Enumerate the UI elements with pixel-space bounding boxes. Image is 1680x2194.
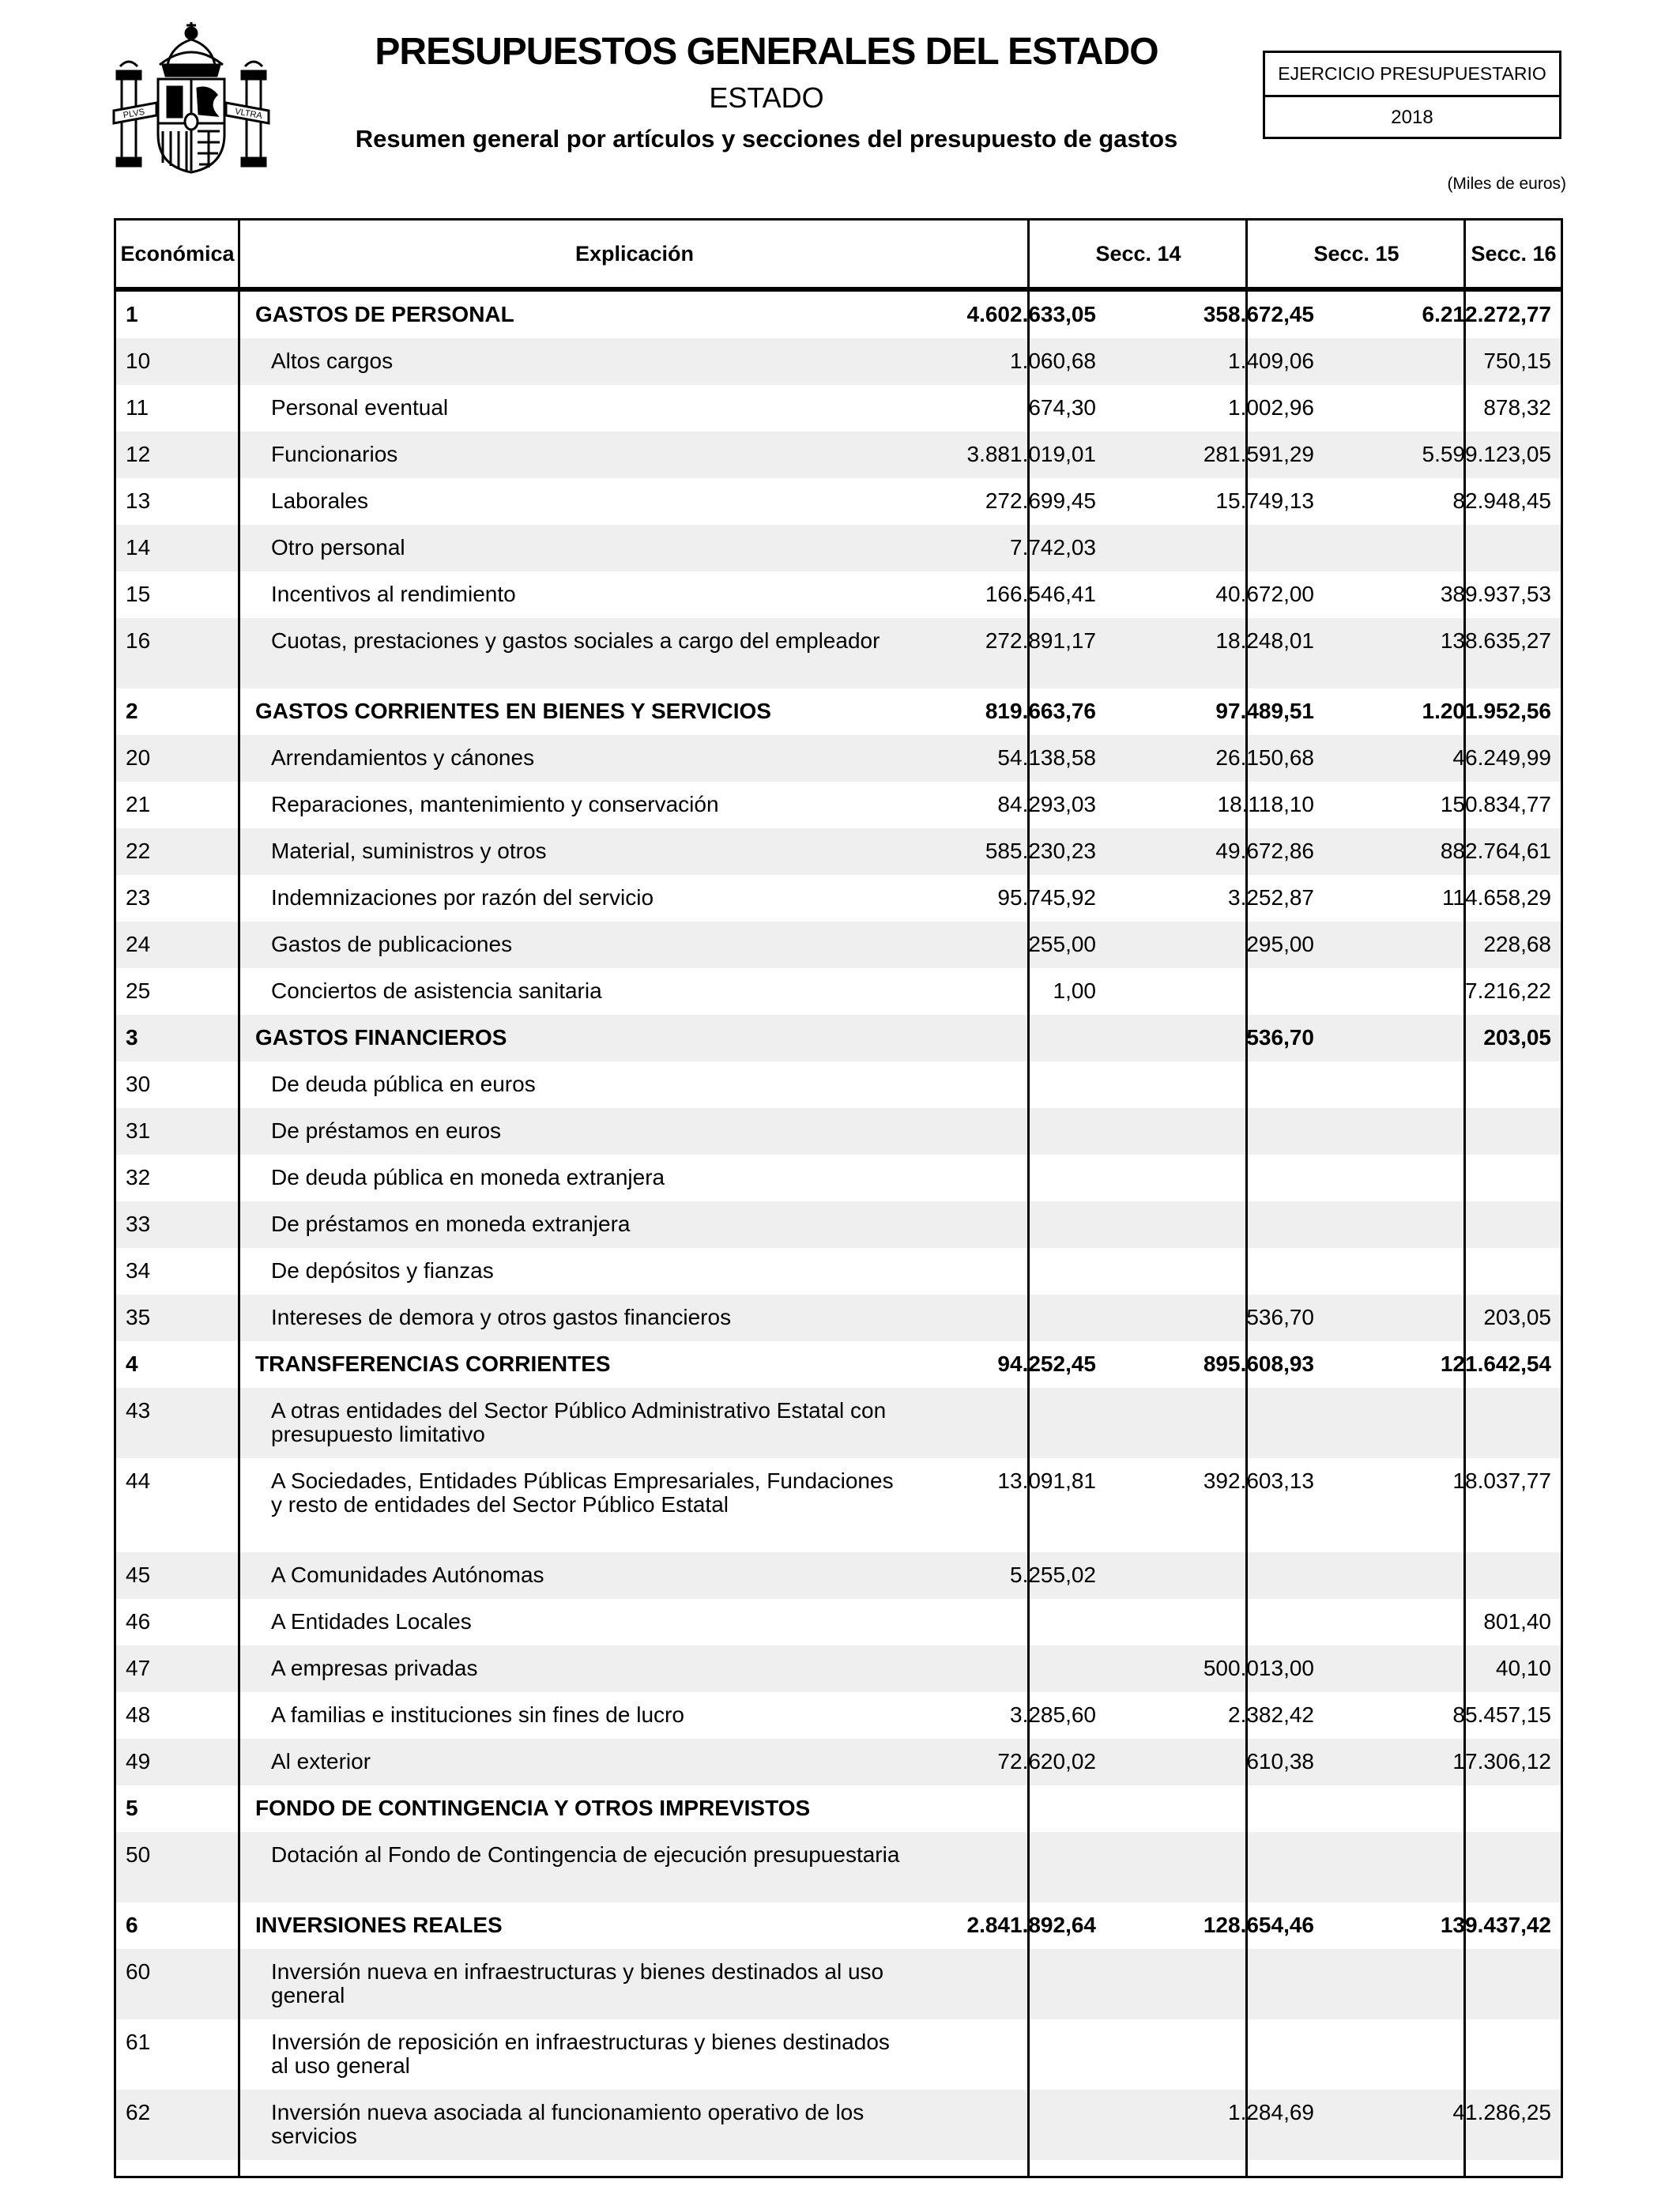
row-secc-16: 7.216,22 (1465, 978, 1551, 1003)
row-code: 61 (126, 2030, 151, 2054)
row-code: 48 (126, 1702, 151, 1727)
row-code: 44 (126, 1468, 151, 1493)
row-explicacion: Intereses de demora y otros gastos financieros (271, 1305, 732, 1329)
row-code: 12 (126, 442, 151, 466)
row-code: 14 (126, 535, 151, 560)
row-secc-14: 84.293,03 (997, 792, 1096, 816)
ejercicio-year: 2018 (1391, 107, 1433, 128)
units-note: (Miles de euros) (1447, 175, 1566, 193)
row-secc-16: 801,40 (1483, 1609, 1551, 1634)
table-row (116, 571, 1561, 618)
row-secc-16: 228,68 (1483, 932, 1551, 956)
plus-motto-left: PLVS (122, 107, 145, 121)
table-row (116, 1552, 1561, 1599)
header-secc-16: Secc. 16 (1471, 242, 1557, 266)
row-explicacion: Inversión de reposición en infraestructuras y bienes destinados al uso general (271, 2030, 890, 2078)
row-explicacion: Inversión nueva en infraestructuras y bienes destinados al uso general (271, 1959, 884, 2007)
header-economica: Económica (120, 242, 235, 266)
row-explicacion: Inversión nueva asociada al funcionamiento operativo de los servicios (271, 2100, 864, 2148)
table-row (116, 922, 1561, 968)
table-row (116, 1015, 1561, 1061)
table-row (116, 1295, 1561, 1341)
row-secc-15: 49.672,86 (1215, 839, 1314, 863)
column-divider (1027, 221, 1030, 2176)
table-row (116, 875, 1561, 922)
row-secc-15: 392.603,13 (1203, 1468, 1314, 1493)
row-secc-14: 4.602.633,05 (966, 302, 1096, 326)
row-code: 11 (126, 395, 149, 420)
row-explicacion: GASTOS CORRIENTES EN BIENES Y SERVICIOS (255, 699, 771, 723)
row-explicacion: FONDO DE CONTINGENCIA Y OTROS IMPREVISTOS (255, 1796, 811, 1820)
row-secc-14: 272.891,17 (985, 628, 1096, 653)
document-title: PRESUPUESTOS GENERALES DEL ESTADO (375, 31, 1158, 73)
row-explicacion: Indemnizaciones por razón del servicio (271, 885, 654, 910)
row-explicacion: Otro personal (271, 535, 405, 560)
row-secc-16: 750,15 (1483, 349, 1551, 373)
row-code: 21 (126, 792, 151, 816)
row-explicacion: A Comunidades Autónomas (271, 1563, 544, 1587)
row-secc-16: 203,05 (1483, 1305, 1551, 1329)
coat-of-arms-logo (112, 16, 270, 178)
row-code: 23 (126, 885, 151, 910)
table-row (116, 1458, 1561, 1552)
table-row (116, 432, 1561, 478)
row-secc-14: 674,30 (1028, 395, 1096, 420)
row-explicacion: A empresas privadas (271, 1656, 478, 1680)
row-secc-14: 272.699,45 (985, 488, 1096, 513)
row-explicacion: Altos cargos (271, 349, 394, 373)
row-secc-16: 150.834,77 (1440, 792, 1551, 816)
row-explicacion: Gastos de publicaciones (271, 932, 513, 956)
table-row (116, 478, 1561, 525)
row-secc-14: 166.546,41 (985, 582, 1096, 606)
row-code: 6 (126, 1913, 138, 1937)
row-secc-15: 1.284,69 (1228, 2100, 1314, 2124)
row-secc-16: 40,10 (1495, 1656, 1551, 1680)
column-divider (1463, 221, 1466, 2176)
table-row (116, 782, 1561, 828)
row-explicacion: Conciertos de asistencia sanitaria (271, 978, 602, 1003)
row-secc-14: 5.255,02 (1010, 1563, 1096, 1587)
row-code: 32 (126, 1165, 151, 1189)
row-secc-15: 281.591,29 (1203, 442, 1314, 466)
row-secc-16: 82.948,45 (1452, 488, 1551, 513)
ejercicio-label: EJERCICIO PRESUPUESTARIO (1265, 53, 1559, 97)
header-secc-14: Secc. 14 (1095, 242, 1181, 266)
row-secc-16: 17.306,12 (1452, 1749, 1551, 1774)
row-secc-14: 1,00 (1053, 978, 1096, 1003)
row-code: 25 (126, 978, 151, 1003)
row-code: 16 (126, 628, 151, 653)
row-explicacion: Incentivos al rendimiento (271, 582, 516, 606)
table-row (116, 385, 1561, 432)
table-row (116, 1832, 1561, 1902)
header-secc-15: Secc. 15 (1313, 242, 1399, 266)
header-explicacion: Explicación (574, 242, 695, 266)
table-row (116, 1248, 1561, 1295)
row-secc-16: 878,32 (1483, 395, 1551, 420)
row-secc-15: 1.002,96 (1228, 395, 1314, 420)
table-row (116, 1201, 1561, 1248)
table-row (116, 1388, 1561, 1458)
row-code: 50 (126, 1842, 151, 1867)
row-code: 22 (126, 839, 151, 863)
row-secc-14: 1.060,68 (1010, 349, 1096, 373)
row-code: 13 (126, 488, 151, 513)
table-row (116, 2019, 1561, 2090)
row-code: 4 (126, 1351, 138, 1376)
row-secc-15: 18.248,01 (1215, 628, 1314, 653)
row-explicacion: Dotación al Fondo de Contingencia de ejecución presupuestaria (271, 1842, 900, 1867)
table-row (116, 735, 1561, 782)
row-code: 30 (126, 1072, 151, 1096)
row-explicacion: Reparaciones, mantenimiento y conservación (271, 792, 719, 816)
plus-motto-right: VLTRA (234, 107, 263, 121)
row-explicacion: GASTOS DE PERSONAL (255, 302, 514, 326)
table-row (116, 1692, 1561, 1739)
table-row (116, 1646, 1561, 1692)
row-secc-15: 895.608,93 (1203, 1351, 1314, 1376)
table-row (116, 1108, 1561, 1155)
table-row (116, 1739, 1561, 1785)
row-code: 47 (126, 1656, 151, 1680)
table-row (116, 828, 1561, 875)
row-explicacion: TRANSFERENCIAS CORRIENTES (255, 1351, 611, 1376)
row-secc-15: 295,00 (1246, 932, 1314, 956)
table-row (116, 525, 1561, 571)
table-row (116, 1341, 1561, 1388)
row-secc-16: 18.037,77 (1452, 1468, 1551, 1493)
row-secc-15: 3.252,87 (1228, 885, 1314, 910)
row-explicacion: Arrendamientos y cánones (271, 745, 535, 770)
table-row (116, 2090, 1561, 2160)
row-explicacion: Cuotas, prestaciones y gastos sociales a cargo del empleador (271, 628, 880, 653)
row-secc-15: 26.150,68 (1215, 745, 1314, 770)
row-explicacion: A Sociedades, Entidades Públicas Empresariales, Fundaciones y resto de entidades del Sector Público Estatal (271, 1468, 894, 1517)
row-secc-14: 2.841.892,64 (966, 1913, 1096, 1937)
row-code: 15 (126, 582, 151, 606)
table-body (116, 292, 1561, 2160)
row-secc-15: 18.118,10 (1217, 792, 1314, 816)
row-code: 1 (126, 302, 138, 326)
row-explicacion: INVERSIONES REALES (255, 1913, 503, 1937)
row-secc-14: 3.881.019,01 (966, 442, 1096, 466)
row-secc-16: 139.437,42 (1440, 1913, 1551, 1937)
row-secc-14: 72.620,02 (997, 1749, 1096, 1774)
row-explicacion: De deuda pública en moneda extranjera (271, 1165, 665, 1189)
row-explicacion: De deuda pública en euros (271, 1072, 536, 1096)
row-code: 43 (126, 1398, 151, 1423)
row-secc-16: 46.249,99 (1452, 745, 1551, 770)
table-row (116, 1061, 1561, 1108)
row-explicacion: Funcionarios (271, 442, 398, 466)
row-secc-16: 5.599.123,05 (1422, 442, 1551, 466)
row-explicacion: A Entidades Locales (271, 1609, 472, 1634)
row-secc-16: 882.764,61 (1440, 839, 1551, 863)
row-secc-15: 2.382,42 (1228, 1702, 1314, 1727)
table-row (116, 1785, 1561, 1832)
ejercicio-box (1263, 51, 1561, 139)
table-row (116, 1902, 1561, 1949)
row-code: 33 (126, 1212, 151, 1236)
row-explicacion: De depósitos y fianzas (271, 1258, 494, 1283)
row-code: 45 (126, 1563, 151, 1587)
row-secc-14: 255,00 (1028, 932, 1096, 956)
row-secc-16: 121.642,54 (1440, 1351, 1551, 1376)
row-secc-14: 819.663,76 (985, 699, 1096, 723)
table-row (116, 968, 1561, 1015)
row-secc-14: 94.252,45 (997, 1351, 1096, 1376)
row-code: 46 (126, 1609, 151, 1634)
budget-table (114, 218, 1563, 2178)
row-secc-14: 7.742,03 (1010, 535, 1096, 560)
column-divider (1245, 221, 1248, 2176)
table-row (116, 1155, 1561, 1201)
row-explicacion: De préstamos en moneda extranjera (271, 1212, 631, 1236)
row-explicacion: GASTOS FINANCIEROS (255, 1025, 507, 1050)
row-code: 62 (126, 2100, 151, 2124)
table-row (116, 292, 1561, 338)
row-secc-14: 13.091,81 (997, 1468, 1096, 1493)
crest-icon (112, 16, 270, 178)
row-secc-15: 128.654,46 (1203, 1913, 1314, 1937)
table-row (116, 618, 1561, 688)
row-secc-16: 114.658,29 (1441, 885, 1551, 910)
row-secc-15: 40.672,00 (1215, 582, 1314, 606)
row-code: 49 (126, 1749, 151, 1774)
row-explicacion: Material, suministros y otros (271, 839, 547, 863)
row-secc-16: 85.457,15 (1452, 1702, 1551, 1727)
row-secc-16: 389.937,53 (1440, 582, 1551, 606)
row-code: 31 (126, 1118, 151, 1143)
row-secc-14: 3.285,60 (1010, 1702, 1096, 1727)
row-secc-16: 1.201.952,56 (1422, 699, 1551, 723)
row-secc-16: 41.286,25 (1452, 2100, 1551, 2124)
row-code: 20 (126, 745, 151, 770)
column-divider (238, 221, 240, 2176)
row-secc-14: 585.230,23 (985, 839, 1096, 863)
row-secc-15: 358.672,45 (1203, 302, 1314, 326)
table-row (116, 1949, 1561, 2019)
document-description: Resumen general por artículos y secciones del presupuesto de gastos (355, 125, 1178, 153)
row-explicacion: Al exterior (271, 1749, 371, 1774)
row-code: 24 (126, 932, 151, 956)
row-code: 35 (126, 1305, 151, 1329)
table-row (116, 1599, 1561, 1646)
row-code: 10 (126, 349, 151, 373)
row-secc-14: 54.138,58 (997, 745, 1096, 770)
row-secc-14: 95.745,92 (997, 885, 1096, 910)
row-secc-15: 500.013,00 (1203, 1656, 1314, 1680)
row-code: 3 (126, 1025, 138, 1050)
row-code: 2 (126, 699, 138, 723)
row-secc-15: 610,38 (1246, 1749, 1314, 1774)
row-secc-16: 6.212.272,77 (1422, 302, 1551, 326)
row-explicacion: Laborales (271, 488, 368, 513)
row-secc-16: 203,05 (1483, 1025, 1551, 1050)
row-secc-16: 138.635,27 (1440, 628, 1551, 653)
table-row (116, 338, 1561, 385)
row-explicacion: A familias e instituciones sin fines de lucro (271, 1702, 684, 1727)
row-secc-15: 97.489,51 (1215, 699, 1314, 723)
row-code: 34 (126, 1258, 151, 1283)
row-code: 5 (126, 1796, 138, 1820)
row-explicacion: Personal eventual (271, 395, 449, 420)
row-secc-15: 536,70 (1246, 1025, 1314, 1050)
document-subtitle: ESTADO (709, 81, 824, 114)
table-row (116, 688, 1561, 735)
row-secc-15: 1.409,06 (1228, 349, 1314, 373)
row-code: 60 (126, 1959, 151, 1984)
row-explicacion: De préstamos en euros (271, 1118, 502, 1143)
row-explicacion: A otras entidades del Sector Público Administrativo Estatal con presupuesto limitativo (271, 1398, 887, 1446)
table-header (116, 221, 1561, 289)
row-secc-15: 15.749,13 (1215, 488, 1314, 513)
row-secc-15: 536,70 (1246, 1305, 1314, 1329)
